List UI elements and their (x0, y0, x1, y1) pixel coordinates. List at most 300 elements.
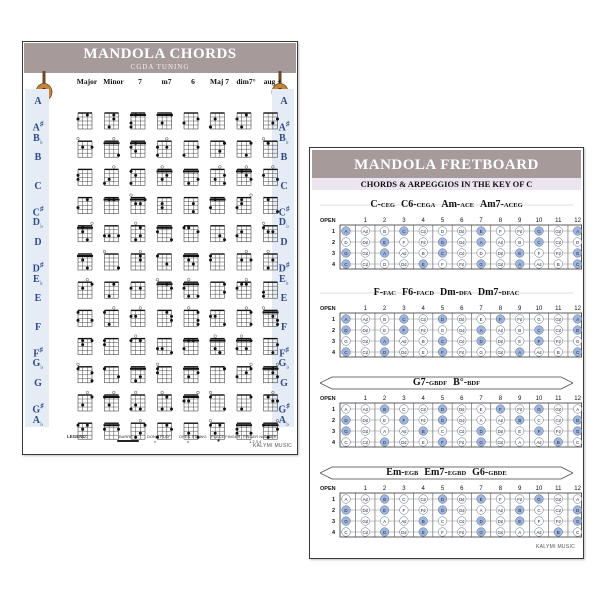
chord-diagram (77, 137, 94, 157)
note-label: F♯ (517, 316, 523, 322)
note-label: G♯ (555, 316, 562, 322)
chord-diagram (77, 363, 94, 383)
note-label: D (344, 239, 348, 245)
note-label: C (402, 496, 406, 502)
chord-diagram (77, 222, 93, 242)
string-number: 2 (332, 240, 336, 246)
root-accidental: ♯ (39, 204, 44, 213)
note-label: G (537, 316, 541, 322)
string-number: 3 (332, 339, 336, 345)
column-header: aug + (263, 77, 282, 86)
chord-notes: EGB (404, 470, 419, 477)
note-label: C♯ (362, 349, 369, 355)
note-label: B (556, 529, 560, 535)
note-label: D (479, 428, 483, 434)
chord-name: Am7 (479, 199, 501, 210)
chord-name: Dm7 (477, 287, 499, 298)
chord-diagram (77, 198, 93, 214)
root-note: E (280, 293, 288, 305)
fretboard (310, 303, 583, 363)
note-label: C♯ (362, 439, 369, 445)
note-label: A♯ (401, 338, 407, 344)
chord-entry: F-FAC (373, 287, 397, 298)
note-label: A♯ (362, 496, 368, 502)
chord-diagram (78, 339, 94, 355)
note-label: F♯ (517, 228, 523, 234)
root-note: A (280, 96, 288, 107)
note-label: D♯ (459, 406, 465, 412)
chord-diagram (209, 198, 226, 214)
chord-name: C (370, 199, 378, 210)
fret-number: 8 (498, 396, 503, 402)
note-label: C♯ (362, 261, 369, 267)
fret-number: 10 (535, 218, 543, 224)
note-label: D (440, 496, 445, 502)
chord-diagram (156, 363, 172, 383)
note-label: D (479, 250, 483, 256)
fret-number: 6 (460, 486, 464, 492)
chord-diagram (130, 194, 147, 214)
chord-notes: ACEG (503, 202, 523, 209)
note-label: G♯ (555, 406, 562, 412)
note-label: C♯ (555, 417, 562, 423)
chord-diagram (183, 254, 199, 270)
chord-diagram (130, 282, 146, 298)
column-header: dim7° (236, 77, 256, 86)
chord-notes: GBDF (429, 380, 448, 387)
note-label: F♯ (555, 338, 561, 344)
legend-dot-symbol: ● (217, 438, 221, 444)
note-label: F (441, 261, 444, 267)
column-header: m7 (161, 77, 172, 86)
root-accidental: ♯ (285, 120, 290, 129)
string-number: 2 (332, 418, 336, 424)
chord-diagram (105, 282, 119, 298)
note-label: B (421, 518, 425, 524)
root-label (25, 153, 51, 163)
note-label: C♯ (459, 250, 465, 256)
note-label: E (518, 338, 522, 344)
note-label: D (344, 417, 348, 423)
note-label: D♯ (362, 417, 369, 423)
chord-notes: CEG (380, 202, 395, 209)
note-label: G♯ (458, 239, 465, 245)
note-label: F (441, 349, 444, 355)
note-label: D (440, 316, 445, 322)
alt-root-accidental: ♭ (39, 137, 43, 146)
note-label: E (383, 239, 387, 245)
fret-number: 7 (479, 486, 483, 492)
chord-entry: Em-EGB (386, 467, 419, 478)
chord-diagram (264, 391, 280, 411)
chord-diagram (236, 194, 253, 214)
note-label: B (518, 417, 522, 423)
chord-diagram (237, 141, 253, 157)
note-label: G♯ (362, 250, 369, 256)
section-header (320, 198, 573, 212)
root-note: E (34, 293, 42, 305)
note-label: C♯ (459, 518, 465, 524)
note-label: C (440, 250, 445, 256)
chord-diagram (264, 250, 278, 270)
chord-name: Em (386, 467, 402, 478)
note-label: F (537, 338, 541, 344)
root-note: A (278, 122, 286, 134)
note-label: E (479, 496, 483, 502)
chord-diagram (158, 198, 172, 214)
root-accidental: ♯ (40, 402, 44, 411)
string-number: 1 (332, 497, 336, 503)
root-note: F (33, 348, 40, 360)
note-label: F (499, 316, 502, 322)
fretboard-poster-subtitle: CHORDS & ARPEGGIOS IN THE KEY OF C (360, 179, 533, 189)
note-label: F (402, 239, 406, 245)
note-label: F (402, 417, 406, 423)
note-label: F♯ (517, 496, 523, 502)
note-label: A (479, 327, 483, 333)
note-label: A (344, 316, 348, 322)
fret-number: 5 (440, 486, 445, 492)
note-label: B (518, 239, 522, 245)
chord-name: Dm (440, 287, 456, 298)
fret-number: 3 (402, 486, 406, 492)
chord-entry: F6-FACD (402, 287, 435, 298)
note-label: C (575, 529, 580, 535)
note-label: C (344, 261, 348, 267)
note-label: G (479, 261, 483, 267)
note-label: D♯ (459, 496, 465, 502)
alt-root-accidental: ♭ (39, 419, 44, 428)
root-label (25, 119, 51, 146)
fret-number: 6 (460, 396, 464, 402)
chord-diagram (183, 367, 200, 383)
fret-number: 10 (535, 306, 543, 312)
chord-notes: CEGA (416, 202, 436, 209)
section-header (320, 466, 573, 480)
chord-notes: GBDE (488, 470, 507, 477)
note-label: G♯ (362, 518, 369, 524)
chord-diagram (211, 226, 227, 242)
note-label: E (421, 261, 425, 267)
string-number: 2 (332, 508, 336, 514)
chord-diagram (103, 250, 120, 270)
note-label: G (344, 338, 348, 344)
note-label: C (402, 228, 406, 234)
chord-name: Em7 (424, 467, 445, 478)
note-label: A♯ (536, 439, 542, 445)
chord-diagram (184, 307, 200, 327)
legend-label: LEGEND: (67, 434, 88, 439)
note-label: E (479, 228, 483, 234)
note-label: A (479, 417, 483, 423)
note-label: C♯ (555, 507, 562, 513)
root-note: A (34, 96, 42, 107)
chord-name: F (373, 287, 380, 298)
note-label: D♯ (362, 507, 369, 513)
note-label: B (556, 261, 560, 267)
chord-notes: FAC (383, 290, 397, 297)
note-label: C (575, 261, 580, 267)
note-label: E (383, 417, 387, 423)
fret-number: 4 (421, 218, 425, 224)
chord-notes: EGBD (447, 470, 467, 477)
note-label: F♯ (420, 507, 426, 513)
root-accidental: ♯ (285, 204, 290, 213)
chord-diagram (131, 222, 145, 242)
fret-number: 2 (382, 486, 387, 492)
chord-diagram (103, 339, 119, 355)
note-label: D♯ (401, 261, 407, 267)
string-number: 3 (332, 519, 336, 525)
chord-diagram (209, 310, 226, 326)
note-label: F (537, 518, 541, 524)
note-label: D (344, 507, 348, 513)
root-label (25, 345, 51, 372)
chord-diagram (156, 339, 173, 355)
fret-number: 2 (382, 306, 387, 312)
fret-number: 8 (498, 306, 503, 312)
note-label: G♯ (362, 338, 369, 344)
alt-root-note: A (32, 414, 40, 426)
note-label: A (576, 316, 580, 322)
section-header (320, 286, 573, 300)
note-label: D♯ (401, 349, 407, 355)
note-label: C (537, 239, 541, 245)
note-label: A♯ (536, 349, 542, 355)
note-label: B (383, 316, 387, 322)
root-accidental: ♯ (286, 402, 290, 411)
chord-diagram (236, 226, 252, 242)
note-label: G♯ (362, 428, 369, 434)
alt-root-note: B (279, 132, 286, 144)
chord-entry: Am-ACE (441, 199, 474, 210)
chord-diagram (264, 198, 280, 214)
legend-finger-symbols: 1 2 3 4 (249, 439, 262, 444)
root-label (25, 379, 51, 389)
note-label: A♯ (497, 327, 504, 333)
note-label: G♯ (555, 228, 562, 234)
root-accidental: ♯ (285, 261, 290, 270)
fretboard-poster-title: MANDOLA FRETBOARD (354, 157, 539, 173)
chord-diagram (103, 367, 120, 383)
chord-entry: Dm7-DFAC (477, 287, 520, 298)
root-note: C (34, 180, 42, 192)
note-label: A♯ (497, 417, 504, 423)
note-label: F (499, 228, 502, 234)
chord-diagram (78, 278, 94, 298)
note-label: G♯ (458, 417, 465, 423)
alt-root-accidental: ♭ (285, 222, 290, 231)
fret-number: 4 (421, 396, 425, 402)
note-label: F♯ (459, 349, 465, 355)
note-label: G (537, 496, 541, 502)
chord-name: F6 (402, 287, 414, 298)
chord-notes: ACE (460, 202, 474, 209)
chord-diagram (237, 307, 253, 327)
note-label: E (421, 439, 425, 445)
string-number: 2 (332, 328, 336, 334)
fret-number: 11 (555, 218, 562, 224)
root-note: G (280, 378, 288, 389)
note-label: D (479, 518, 483, 524)
string-number: 3 (332, 429, 336, 435)
chord-diagram (236, 363, 253, 383)
alt-root-accidental: ♭ (285, 419, 290, 428)
chord-diagram (209, 254, 225, 270)
note-label: A♯ (362, 406, 368, 412)
note-label: G♯ (458, 327, 465, 333)
chord-diagram (157, 113, 174, 129)
note-label: B (421, 250, 425, 256)
root-note: F (280, 321, 288, 333)
open-label: OPEN (320, 218, 336, 224)
note-label: G (479, 439, 483, 445)
root-label (25, 260, 51, 287)
fret-number: 12 (574, 486, 581, 492)
note-label: A♯ (401, 250, 407, 256)
alt-root-note: D (278, 217, 286, 229)
fret-number: 7 (479, 306, 483, 312)
fret-number: 7 (479, 396, 483, 402)
note-label: D♯ (497, 428, 504, 434)
chord-notes: BDF (467, 380, 481, 387)
note-label: E (479, 316, 483, 322)
chord-diagram (130, 141, 147, 157)
chord-diagram (211, 282, 227, 298)
chord-diagram (236, 113, 252, 129)
section-chord-list (320, 287, 573, 298)
note-label: D (382, 349, 387, 355)
fretboard (310, 483, 583, 543)
note-label: F♯ (555, 250, 561, 256)
note-label: F (402, 507, 406, 513)
root-label (25, 204, 51, 231)
root-note: C (280, 180, 288, 192)
fret-number: 8 (498, 486, 503, 492)
chord-diagram (157, 166, 173, 186)
chord-diagram (183, 169, 200, 185)
chord-entry: C6-CEGA (400, 199, 436, 210)
note-label: A♯ (401, 518, 407, 524)
chord-diagram (211, 367, 227, 383)
chord-diagram (77, 310, 94, 326)
note-label: F (402, 327, 406, 333)
chord-diagram (211, 141, 227, 157)
note-label: G (575, 338, 580, 344)
chord-diagram (183, 278, 200, 298)
chord-diagram (262, 222, 278, 242)
chord-diagram (211, 166, 227, 186)
alt-root-note: A (278, 414, 286, 426)
note-label: C (402, 406, 406, 412)
note-label: C♯ (459, 338, 465, 344)
fret-number: 12 (574, 396, 581, 402)
note-label: D♯ (497, 338, 504, 344)
alt-root-note: G (32, 358, 41, 370)
chord-diagram (183, 141, 200, 157)
note-label: G♯ (497, 261, 504, 267)
chord-name: Am (441, 199, 457, 210)
chord-name: G6 (472, 467, 485, 478)
note-label: C (440, 428, 445, 434)
note-label: F♯ (517, 406, 523, 412)
root-label (25, 401, 51, 428)
note-label: G (440, 239, 445, 245)
note-label: C (344, 439, 348, 445)
note-label: C (575, 349, 580, 355)
alt-root-accidental: ♭ (285, 137, 289, 146)
note-label: G (575, 250, 580, 256)
fret-number: 7 (479, 218, 483, 224)
fret-number: 1 (363, 486, 367, 492)
chord-diagram (103, 226, 120, 242)
section-chord-list (320, 467, 573, 478)
chord-diagram (263, 363, 280, 383)
note-label: D (344, 327, 348, 333)
string-number: 4 (332, 530, 336, 536)
fret-number: 3 (402, 396, 406, 402)
root-note: G (34, 378, 42, 389)
root-note: F (279, 348, 286, 360)
chord-notes: DFA (458, 290, 472, 297)
chords-poster-subtitle: CGDA TUNING (130, 63, 190, 71)
note-label: G (537, 406, 541, 412)
note-label: F♯ (420, 239, 426, 245)
note-label: C (440, 518, 445, 524)
legend-barre-symbol (117, 440, 139, 442)
note-label: G (344, 518, 348, 524)
note-label: C♯ (459, 428, 465, 434)
alt-root-accidental: ♭ (286, 363, 290, 372)
fret-number: 3 (402, 218, 406, 224)
string-number: 4 (332, 350, 336, 356)
fret-number: 11 (555, 486, 562, 492)
note-label: A (576, 406, 580, 412)
note-label: F♯ (555, 428, 561, 434)
root-label (25, 182, 51, 192)
chords-title-banner (24, 43, 296, 73)
chord-diagram (130, 335, 146, 355)
note-label: G♯ (497, 439, 504, 445)
note-label: B (383, 496, 387, 502)
fret-number: 12 (574, 218, 581, 224)
note-label: A♯ (497, 507, 504, 513)
chord-diagram (209, 113, 225, 129)
chord-diagram (264, 339, 280, 355)
legend-finger-number: FINGER NUMBER (243, 434, 277, 439)
fret-number: 11 (555, 396, 562, 402)
note-label: G (344, 250, 348, 256)
note-label: C♯ (420, 228, 426, 234)
fret-number: 4 (421, 486, 425, 492)
alt-root-accidental: ♭ (40, 363, 44, 372)
note-label: A (479, 507, 483, 513)
fret-number: 10 (535, 396, 543, 402)
note-label: D♯ (497, 250, 504, 256)
chord-entry: Am7-ACEG (479, 199, 523, 210)
note-label: D (382, 439, 387, 445)
alt-root-note: B (33, 132, 40, 144)
fret-number: 11 (555, 306, 562, 312)
chord-diagram (104, 137, 121, 157)
note-label: F♯ (420, 327, 426, 333)
chord-diagram (156, 226, 173, 242)
note-label: D♯ (362, 327, 369, 333)
note-label: F (499, 496, 502, 502)
note-label: C (537, 327, 541, 333)
note-label: B (518, 507, 522, 513)
chord-diagram (130, 169, 146, 185)
